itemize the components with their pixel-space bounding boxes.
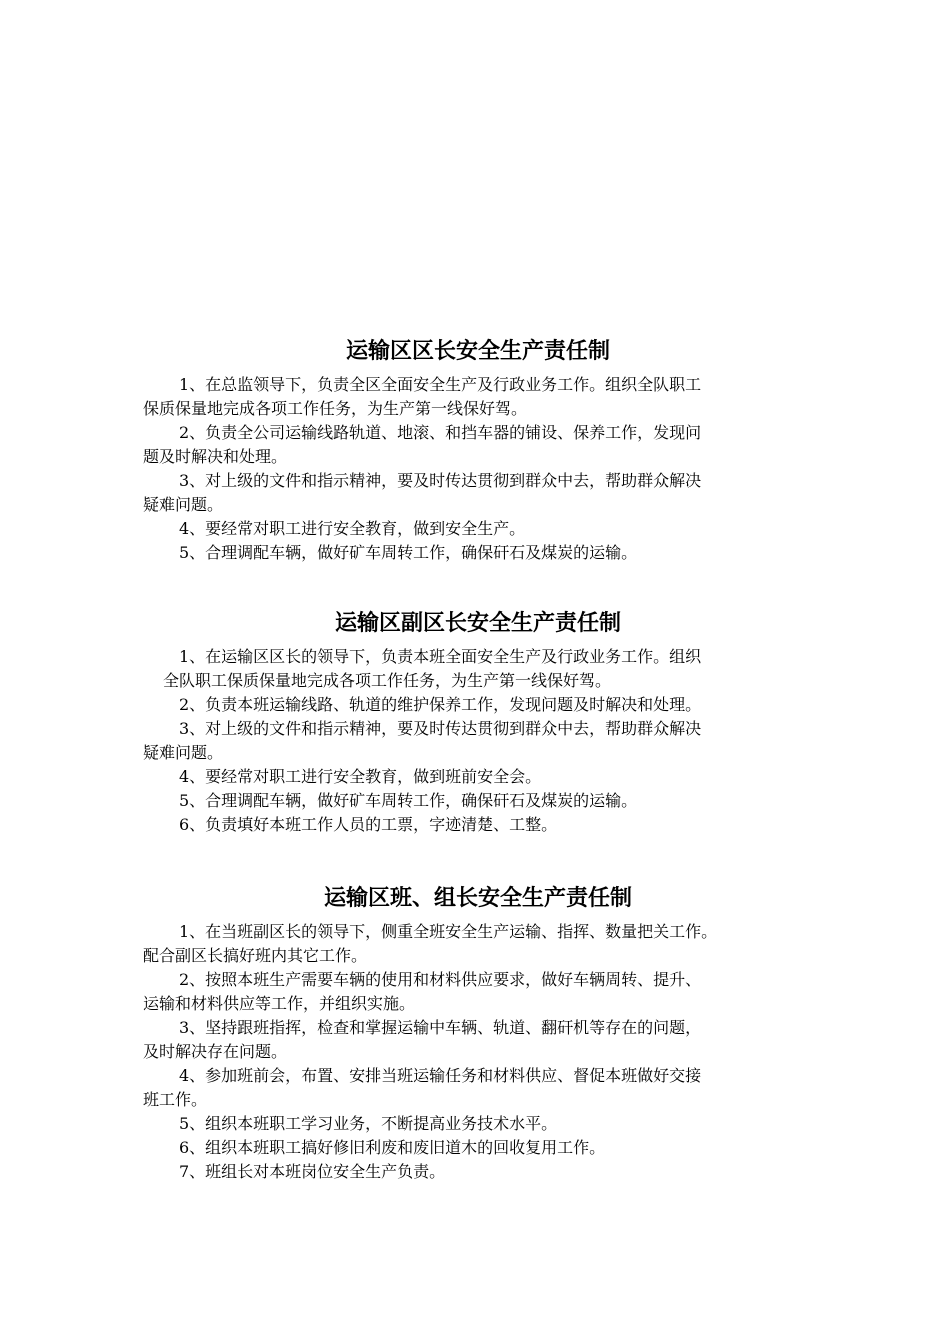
item-line-cont: 疑难问题。 <box>143 743 224 762</box>
item-line: 3、对上级的文件和指示精神，要及时传达贯彻到群众中去，帮助群众解决 <box>179 719 702 738</box>
list-item <box>143 469 813 517</box>
item-line: 3、坚持跟班指挥，检查和掌握运输中车辆、轨道、翻矸机等存在的问题， <box>179 1018 702 1037</box>
item-line: 3、对上级的文件和指示精神，要及时传达贯彻到群众中去，帮助群众解决 <box>179 471 702 490</box>
item-line: 2、负责全公司运输线路轨道、地滚、和挡车器的铺设、保养工作，发现问 <box>179 423 702 442</box>
list-item <box>143 541 813 565</box>
item-line: 2、负责本班运输线路、轨道的维护保养工作，发现问题及时解决和处理。 <box>179 695 702 714</box>
section-title: 运输区班、组长安全生产责任制 <box>323 885 632 911</box>
item-line: 6、负责填好本班工作人员的工票，字迹清楚、工整。 <box>179 815 558 834</box>
list-item <box>143 920 813 968</box>
section-deputy-chief <box>143 609 813 837</box>
item-line-cont: 疑难问题。 <box>143 495 224 514</box>
list-item <box>143 813 813 837</box>
list-item <box>143 373 813 421</box>
section-district-chief <box>143 337 813 565</box>
item-line-cont: 配合副区长搞好班内其它工作。 <box>143 946 368 965</box>
item-line: 4、参加班前会，布置、安排当班运输任务和材料供应、督促本班做好交接 <box>179 1066 702 1085</box>
list-item <box>143 1064 813 1112</box>
item-line: 6、组织本班职工搞好修旧利废和废旧道木的回收复用工作。 <box>179 1138 606 1157</box>
list-item <box>143 1112 813 1136</box>
item-line: 2、按照本班生产需要车辆的使用和材料供应要求，做好车辆周转、提升、 <box>179 970 702 989</box>
item-line-cont: 运输和材料供应等工作，并组织实施。 <box>143 994 416 1013</box>
list-item <box>143 421 813 469</box>
section-title: 运输区副区长安全生产责任制 <box>334 610 621 636</box>
item-line: 4、要经常对职工进行安全教育，做到班前安全会。 <box>179 767 542 786</box>
list-item <box>143 789 813 813</box>
item-line: 1、在总监领导下，负责全区全面安全生产及行政业务工作。组织全队职工 <box>179 375 702 394</box>
item-line-cont: 保质保量地完成各项工作任务，为生产第一线保好驾。 <box>143 399 528 418</box>
section-title: 运输区区长安全生产责任制 <box>345 338 610 364</box>
item-line: 1、在当班副区长的领导下，侧重全班安全生产运输、指挥、数量把关工作。 <box>179 922 718 941</box>
list-item <box>143 1136 813 1160</box>
list-item <box>143 1016 813 1064</box>
list-item <box>143 645 813 693</box>
item-line-cont: 题及时解决和处理。 <box>143 447 288 466</box>
item-line: 7、班组长对本班岗位安全生产负责。 <box>179 1162 446 1181</box>
item-line: 5、合理调配车辆，做好矿车周转工作，确保矸石及煤炭的运输。 <box>179 791 638 810</box>
list-item <box>143 717 813 765</box>
list-item <box>143 968 813 1016</box>
list-item <box>143 693 813 717</box>
item-line: 4、要经常对职工进行安全教育，做到安全生产。 <box>179 519 526 538</box>
list-item <box>143 1160 813 1184</box>
item-line-cont: 全队职工保质保量地完成各项工作任务，为生产第一线保好驾。 <box>163 671 612 690</box>
item-line: 5、组织本班职工学习业务，不断提高业务技术水平。 <box>179 1114 558 1133</box>
item-line-cont: 班工作。 <box>143 1090 208 1109</box>
list-item <box>143 517 813 541</box>
item-line: 1、在运输区区长的领导下，负责本班全面安全生产及行政业务工作。组织 <box>179 647 702 666</box>
item-line-cont: 及时解决存在问题。 <box>143 1042 288 1061</box>
list-item <box>143 765 813 789</box>
item-line: 5、合理调配车辆，做好矿车周转工作，确保矸石及煤炭的运输。 <box>179 543 638 562</box>
section-team-leader <box>143 884 813 1184</box>
